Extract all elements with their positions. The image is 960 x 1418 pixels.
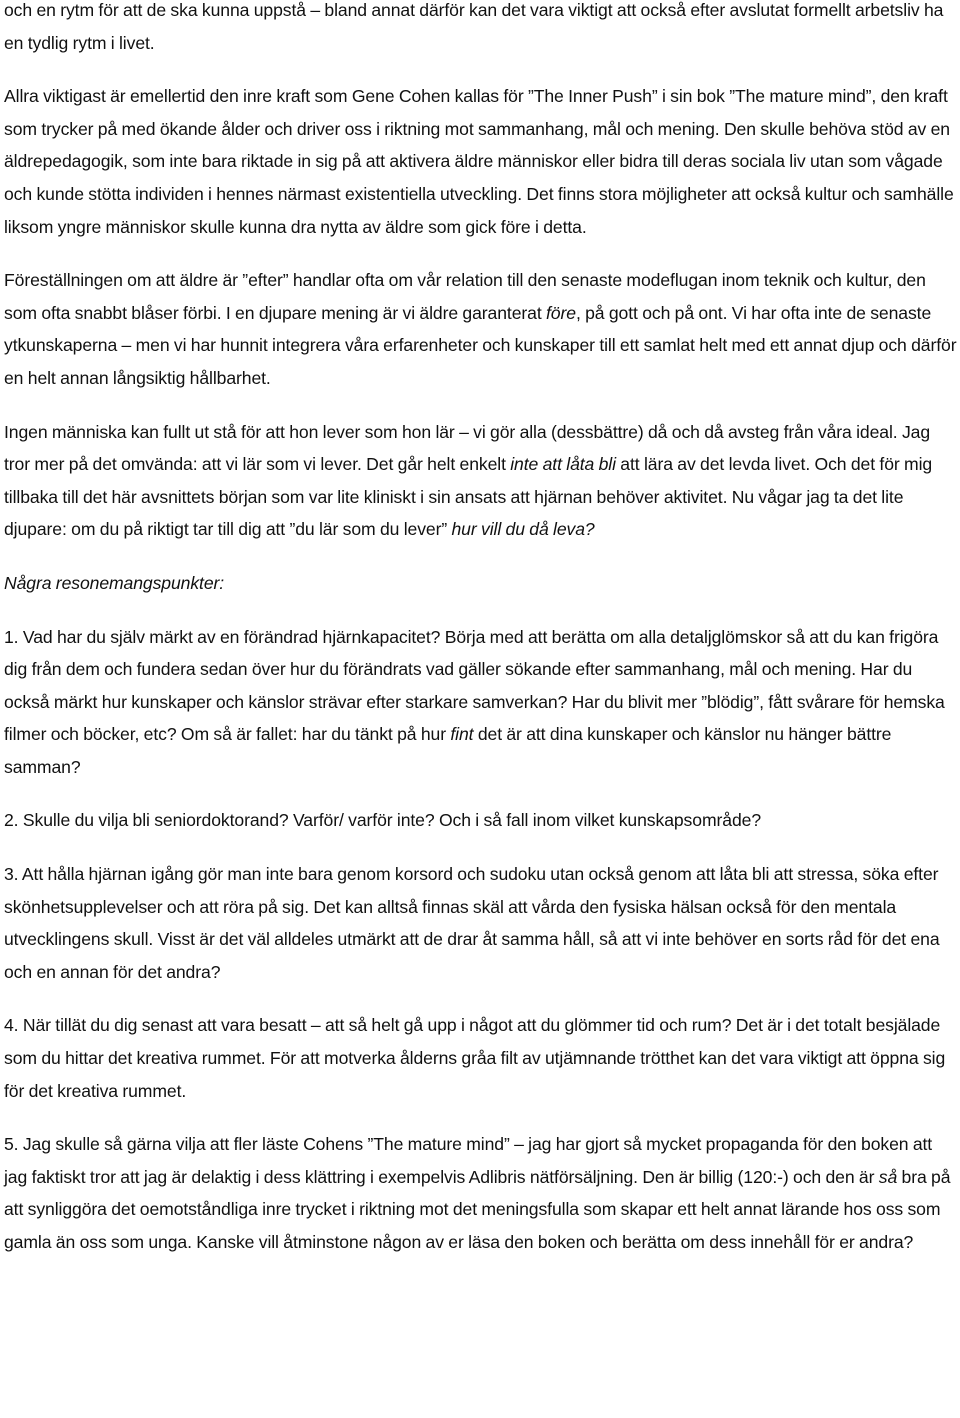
discussion-point-3 (4, 858, 958, 988)
text-run: , på gott och på ont. Vi har ofta inte de senaste ytkunskaperna – men vi har hunnit integrera våra erfarenheter och kunskaper till ett samlat helt med ett annat djup och därför en helt annan långsiktig hållbarhet. (4, 302, 957, 388)
discussion-point-2 (4, 804, 958, 837)
text-run: och en rytm för att de ska kunna uppstå – bland annat därför kan det vara viktigt att också efter avslutat formellt arbetsliv ha en tydlig rytm i livet. (4, 0, 944, 53)
text-run: det är att dina kunskaper och känslor nu hänger bättre samman? (4, 724, 892, 777)
italic-text-run: hur vill du då leva? (451, 519, 595, 540)
discussion-point-4 (4, 1009, 958, 1107)
paragraph-live-and-learn (4, 416, 958, 546)
text-run: 4. När tillät du dig senast att vara besatt – att så helt gå upp i något att du glömmer tid och rum? Det är i det totalt besjälade som du hittar det kreativa rummet. För att motverka ålderns gråa filt av utjämnande trötthet kan det vara viktigt att öppna sig för det kreativa rummet. (4, 1015, 946, 1101)
text-run: Ingen människa kan fullt ut stå för att hon lever som hon lär – vi gör alla (dessbättre) då och då avsteg från våra ideal. Jag tror mer på det omvända: att vi lär som vi lever. Det går helt enkelt (4, 421, 931, 475)
italic-text-run: Några resonemangspunkter: (4, 572, 225, 593)
italic-text-run: inte att låta bli (510, 454, 616, 475)
document-body (4, 0, 958, 1280)
text-run: 5. Jag skulle så gärna vilja att fler läste Cohens ”The mature mind” – jag har gjort så mycket propaganda för den boken att jag faktiskt tror att jag är delaktig i dess klättring i exempelvis Adlibris nätförsäljning. Den är billig (120:-) och den är (4, 1134, 933, 1187)
paragraph-intro-continuation (4, 0, 958, 59)
text-run: 1. Vad har du själv märkt av en förändrad hjärnkapacitet? Börja med att berätta om alla detaljglömskor så att du kan frigöra dig från dem och fundera sedan över hur du förändrats vad gäller sökande efter sammanhang, mål och mening. Har du också märkt hur kunskaper och känslor strävar efter starkare samverkan? Har du blivit mer ”blödig”, fått svårare för hemska filmer och böcker, etc? Om så är fallet: har du tänkt på hur (4, 626, 945, 745)
discussion-heading (4, 567, 958, 600)
discussion-point-5 (4, 1128, 958, 1258)
paragraph-inner-push (4, 80, 958, 243)
italic-text-run: före (546, 302, 576, 323)
italic-text-run: så (878, 1166, 898, 1187)
paragraph-before-after (4, 264, 958, 394)
text-run: att lära av det levda livet. Och det för mig tillbaka till det här avsnittets början som var lite kliniskt i sin ansats att hjärnan behöver aktivitet. Nu vågar jag ta det lite djupare: om du på riktigt tar till dig att ”du lär som du lever” (4, 454, 933, 540)
text-run: 2. Skulle du vilja bli seniordoktorand? Varför/ varför inte? Och i så fall inom vilket kunskapsområde? (4, 810, 761, 831)
discussion-point-1 (4, 621, 958, 784)
text-run: Föreställningen om att äldre är ”efter” handlar ofta om vår relation till den senaste modeflugan inom teknik och kultur, den som ofta snabbt blåser förbi. I en djupare mening är vi äldre garanterat (4, 270, 926, 323)
text-run: 3. Att hålla hjärnan igång gör man inte bara genom korsord och sudoku utan också genom att låta bli att stressa, söka efter skönhetsupplevelser och att röra på sig. Det kan alltså finnas skäl att vårda den fysiska hälsan också för den mentala utvecklingens skull. Visst är det väl alldeles utmärkt att de drar åt samma håll, så att vi inte behöver en sorts råd för det ena och en annan för det andra? (4, 864, 940, 982)
text-run: Allra viktigast är emellertid den inre kraft som Gene Cohen kallas för ”The Inner Push” i sin bok ”The mature mind”, den kraft som trycker på med ökande ålder och driver oss i riktning mot sammanhang, mål och mening. Den skulle behöva stöd av en äldrepedagogik, som inte bara riktade in sig på att aktivera äldre människor eller bidra till deras sociala liv utan som vågade och kunde stötta individen i hennes närmast existentiella utveckling. Det finns stora möjligheter att också kultur och samhälle liksom yngre människor skulle kunna dra nytta av äldre som gick före i detta. (4, 86, 954, 237)
text-run: bra på att synliggöra det oemotståndliga inre trycket i riktning mot det meningsfulla som skapar ett helt annat lärande hos oss som gamla än oss som unga. Kanske vill åtminstone någon av er läsa den boken och berätta om dess innehåll för er andra? (4, 1166, 951, 1252)
italic-text-run: fint (450, 724, 474, 745)
